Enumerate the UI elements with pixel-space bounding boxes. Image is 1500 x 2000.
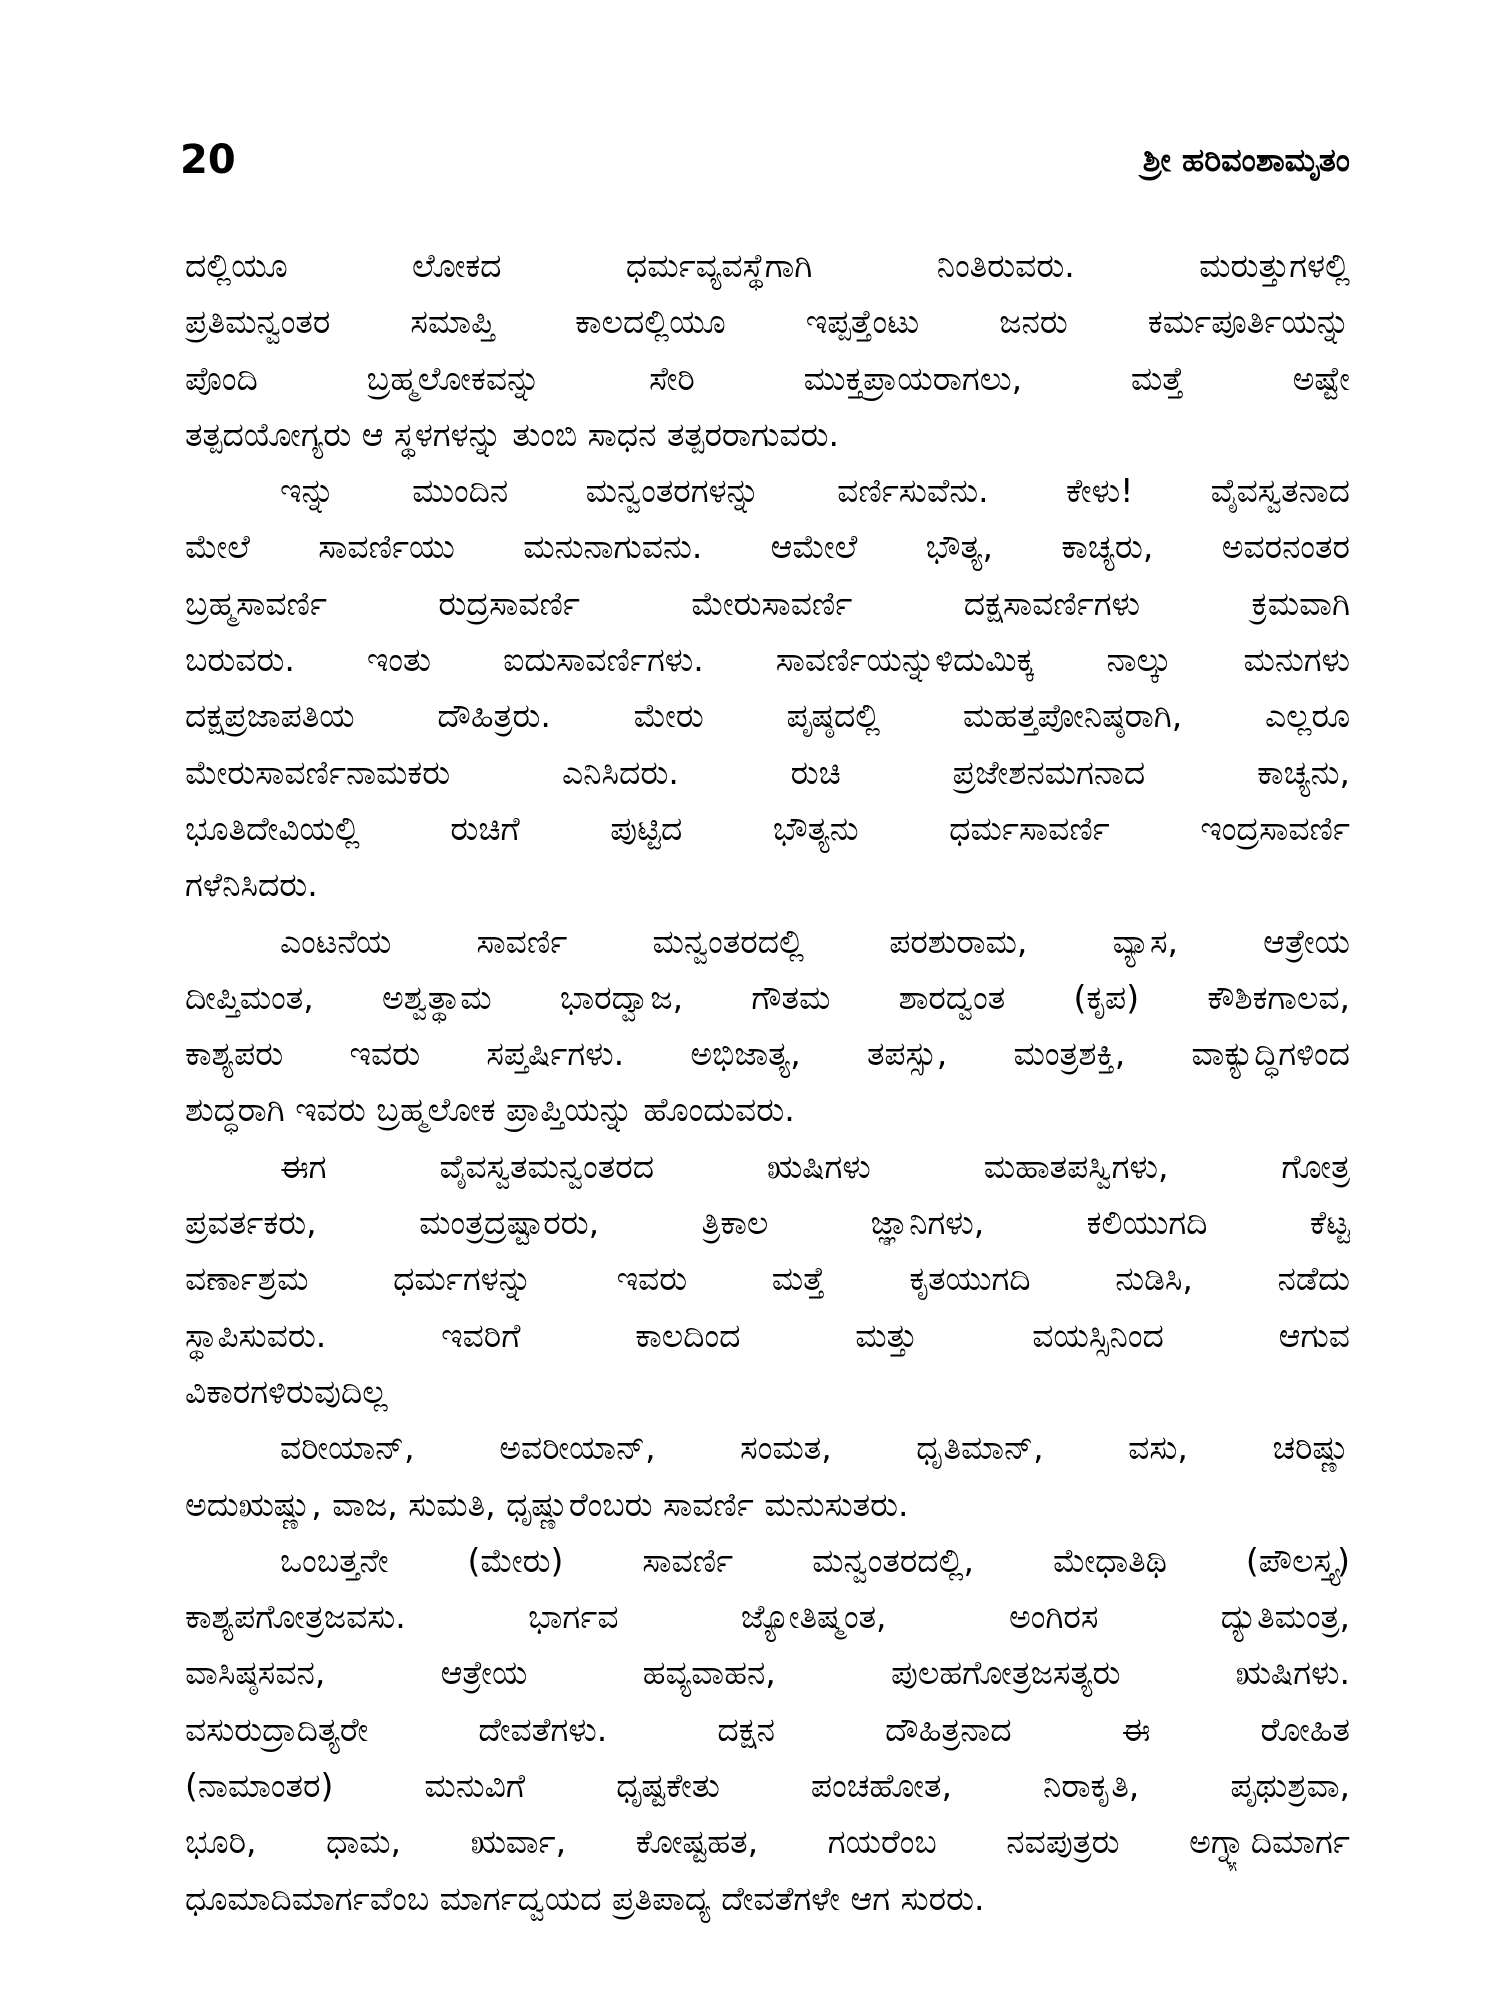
running-title: ಶ್ರೀ ಹರಿವಂಶಾಮೃತಂ <box>1142 140 1350 179</box>
text-line: ದಕ್ಷಪ್ರಜಾಪತಿಯ ದೌಹಿತ್ರರು. ಮೇರು ಪೃಷ್ಠದಲ್ಲಿ ಮಹತ್ತಪೋನಿಷ್ಠರಾಗಿ, ಎಲ್ಲರೂ <box>185 696 1350 736</box>
text-line: ಮೇಲೆ ಸಾವರ್ಣಿಯು ಮನುನಾಗುವನು. ಆಮೇಲೆ ಭೌತ್ಯ, ಕಾಚ್ಯರು, ಅವರನಂತರ <box>185 527 1350 567</box>
paragraph-first-line: ಇನ್ನು ಮುಂದಿನ ಮನ್ವಂತರಗಳನ್ನು ವರ್ಣಿಸುವೆನು. ಕೇಳು! ವೈವಸ್ವತನಾದ <box>280 471 1350 511</box>
text-line: ಬರುವರು. ಇಂತು ಐದುಸಾವರ್ಣಿಗಳು. ಸಾವರ್ಣಿಯನ್ನುಳಿದುಮಿಕ್ಕ ನಾಲ್ಕು ಮನುಗಳು <box>185 640 1350 680</box>
paragraph-first-line: ಎಂಟನೆಯ ಸಾವರ್ಣಿ ಮನ್ವಂತರದಲ್ಲಿ ಪರಶುರಾಮ, ವ್ಯಾಸ, ಆತ್ರೇಯ <box>280 921 1350 961</box>
text-line: ವಸುರುದ್ರಾದಿತ್ಯರೇ ದೇವತೆಗಳು. ದಕ್ಷನ ದೌಹಿತ್ರನಾದ ಈ ರೋಹಿತ <box>185 1709 1350 1749</box>
text-line: ವಿಕಾರಗಳಿರುವುದಿಲ್ಲ <box>185 1371 388 1411</box>
text-line: ಸ್ಥಾಪಿಸುವರು. ಇವರಿಗೆ ಕಾಲದಿಂದ ಮತ್ತು ವಯಸ್ಸಿನಿಂದ ಆಗುವ <box>185 1315 1350 1355</box>
text-line: ತತ್ಪದಯೋಗ್ಯರು ಆ ಸ್ಥಳಗಳನ್ನು ತುಂಬಿ ಸಾಧನ ತತ್ಪರರಾಗುವರು. <box>185 414 840 454</box>
paragraph-first-line: ಒಂಬತ್ತನೇ (ಮೇರು) ಸಾವರ್ಣಿ ಮನ್ವಂತರದಲ್ಲಿ, ಮೇಧಾತಿಥಿ (ಪೌಲಸ್ತ್ಯ) <box>280 1540 1350 1580</box>
text-line: ವರ್ಣಾಶ್ರಮ ಧರ್ಮಗಳನ್ನು ಇವರು ಮತ್ತೆ ಕೃತಯುಗದಿ ನುಡಿಸಿ, ನಡೆದು <box>185 1259 1350 1299</box>
text-line: (ನಾಮಾಂತರ) ಮನುವಿಗೆ ಧೃಷ್ಟಕೇತು ಪಂಚಹೋತ, ನಿರಾಕೃತಿ, ಪೃಥುಶ್ರವಾ, <box>185 1766 1350 1806</box>
text-line: ವಾಸಿಷ್ಠಸವನ, ಆತ್ರೇಯ ಹವ್ಯವಾಹನ, ಪುಲಹಗೋತ್ರಜಸತ್ಯರು ಋಷಿಗಳು. <box>185 1653 1350 1693</box>
text-line: ದಲ್ಲಿಯೂ ಲೋಕದ ಧರ್ಮವ್ಯವಸ್ಥೆಗಾಗಿ ನಿಂತಿರುವರು. ಮರುತ್ತುಗಳಲ್ಲಿ <box>185 246 1350 285</box>
text-line: ಪ್ರವರ್ತಕರು, ಮಂತ್ರದ್ರಷ್ಟಾರರು, ತ್ರಿಕಾಲ ಜ್ಞಾನಿಗಳು, ಕಲಿಯುಗದಿ ಕೆಟ್ಟ <box>185 1203 1350 1243</box>
text-line: ಕಾಶ್ಯಪಗೋತ್ರಜವಸು. ಭಾರ್ಗವ ಜ್ಯೋತಿಷ್ಮಂತ, ಅಂಗಿರಸ ದ್ಯುತಿಮಂತ್ರ, <box>185 1597 1350 1637</box>
text-line: ದೀಪ್ತಿಮಂತ, ಅಶ್ವತ್ಥಾಮ ಭಾರದ್ವಾಜ, ಗೌತಮ ಶಾರದ್ವಂತ (ಕೃಪ) ಕೌಶಿಕಗಾಲವ, <box>185 977 1350 1017</box>
body-text <box>185 238 1350 1927</box>
text-line: ಧೂಮಾದಿಮಾರ್ಗವೆಂಬ ಮಾರ್ಗದ್ವಯದ ಪ್ರತಿಪಾದ್ಯ ದೇವತೆಗಳೇ ಆಗ ಸುರರು. <box>185 1878 985 1918</box>
text-line: ಬ್ರಹ್ಮಸಾವರ್ಣಿ ರುದ್ರಸಾವರ್ಣಿ ಮೇರುಸಾವರ್ಣಿ ದಕ್ಷಸಾವರ್ಣಿಗಳು ಕ್ರಮವಾಗಿ <box>185 583 1350 623</box>
text-line: ಭೂತಿದೇವಿಯಲ್ಲಿ ರುಚಿಗೆ ಪುಟ್ಟಿದ ಭೌತ್ಯನು ಧರ್ಮಸಾವರ್ಣಿ ಇಂದ್ರಸಾವರ್ಣಿ <box>185 808 1350 848</box>
text-line: ಮೇರುಸಾವರ್ಣಿನಾಮಕರು ಎನಿಸಿದರು. ರುಚಿ ಪ್ರಜೇಶನಮಗನಾದ ಕಾಚ್ಯನು, <box>185 752 1350 792</box>
page-header <box>180 130 1350 190</box>
paragraph-first-line: ಈಗ ವೈವಸ್ವತಮನ್ವಂತರದ ಋಷಿಗಳು ಮಹಾತಪಸ್ವಿಗಳು, ಗೋತ್ರ <box>280 1146 1350 1186</box>
paragraph-first-line: ವರೀಯಾನ್, ಅವರೀಯಾನ್, ಸಂಮತ, ಧೃತಿಮಾನ್, ವಸು, ಚರಿಷ್ಣು <box>280 1428 1350 1468</box>
text-line: ಭೂರಿ, ಧಾಮ, ಋರ್ವಾ, ಕೋಷ್ಟಹತ, ಗಯರೆಂಬ ನವಪುತ್ರರು ಅಗ್ನ್ಯಾದಿಮಾರ್ಗ <box>185 1822 1350 1862</box>
text-line: ಅದುಋಷ್ಣು, ವಾಜ, ಸುಮತಿ, ಧೃಷ್ಣುರೆಂಬರು ಸಾವರ್ಣಿ ಮನುಸುತರು. <box>185 1484 909 1524</box>
text-line: ಶುದ್ಧರಾಗಿ ಇವರು ಬ್ರಹ್ಮಲೋಕ ಪ್ರಾಪ್ತಿಯನ್ನು ಹೊಂದುವರು. <box>185 1090 795 1130</box>
text-line: ಕಾಶ್ಯಪರು ಇವರು ಸಪ್ತರ್ಷಿಗಳು. ಅಭಿಜಾತ್ಯ, ತಪಸ್ಸು, ಮಂತ್ರಶಕ್ತಿ, ವಾಕ್ಯುದ್ಧಿಗಳಿಂದ <box>185 1034 1350 1074</box>
text-line: ಪೊಂದಿ ಬ್ರಹ್ಮಲೋಕವನ್ನು ಸೇರಿ ಮುಕ್ತಪ್ರಾಯರಾಗಲು, ಮತ್ತೆ ಅಷ್ಟೇ <box>185 358 1350 398</box>
page-number: 20 <box>180 137 236 183</box>
text-line: ಗಳೆನಿಸಿದರು. <box>185 865 318 905</box>
text-line: ಪ್ರತಿಮನ್ವಂತರ ಸಮಾಪ್ತಿ ಕಾಲದಲ್ಲಿಯೂ ಇಪ್ಪತ್ತೆಂಟು ಜನರು ಕರ್ಮಪೂರ್ತಿಯನ್ನು <box>185 302 1350 342</box>
